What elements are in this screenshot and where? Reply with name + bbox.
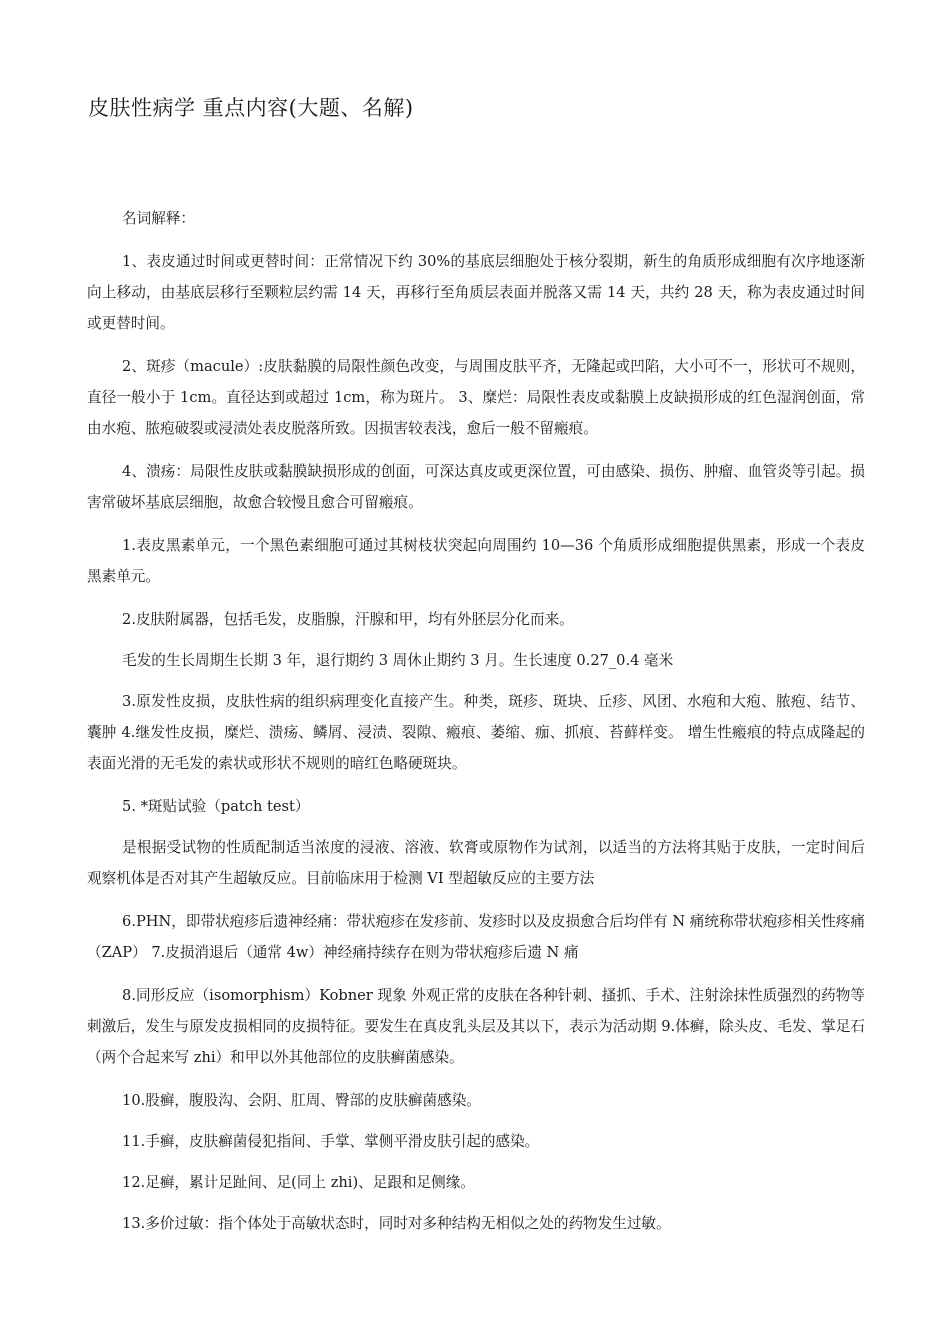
paragraph-patch-test: 是根据受试物的性质配制适当浓度的浸液、溶液、软膏或原物作为试剂，以适当的方法将其贴于皮肤，一定时间后观察机体是否对其产生超敏反应。目前临床用于检测 VI 型超敏反应的主要方法 bbox=[87, 839, 865, 887]
paragraph-isomorphism: 8.同形反应（isomorphism）Kobner 现象 外观正常的皮肤在各种针刺、搔抓、手术、注射涂抹性质强烈的药物等刺激后，发生与原发皮损相同的皮损特征。要发生在真皮乳头层及其以下，表示为活动期 9.体癣，除头皮、毛发、掌足石（两个合起来写 zhi）和甲以外其他部位的皮肤癣菌感染。 bbox=[87, 987, 865, 1066]
document-title: 皮肤性病学 重点内容(大题、名解) bbox=[88, 96, 414, 120]
paragraph-melanin-unit: 1.表皮黑素单元，一个黑色素细胞可通过其树枝状突起向周围约 10—36 个角质形成细胞提供黑素，形成一个表皮黑素单元。 bbox=[87, 537, 865, 585]
document-body bbox=[87, 203, 865, 1249]
paragraph-tinea-cruris: 10.股癣，腹股沟、会阴、肛周、臀部的皮肤癣菌感染。 bbox=[122, 1092, 481, 1109]
paragraph-patch-test-heading: 5. *斑贴试验（patch test） bbox=[122, 798, 310, 815]
paragraph-tinea-manuum: 11.手癣，皮肤癣菌侵犯指间、手掌、掌侧平滑皮肤引起的感染。 bbox=[122, 1133, 540, 1150]
paragraph-phn: 6.PHN，即带状疱疹后遗神经痛：带状疱疹在发疹前、发疹时以及皮损愈合后均伴有 N 痛统称带状疱疹相关性疼痛（ZAP） 7.皮损消退后（通常 4w）神经痛持续存在则为带状疱疹后遗 N 痛 bbox=[87, 913, 865, 961]
paragraph-terms-heading: 名词解释： bbox=[122, 210, 196, 227]
paragraph-ulcer: 4、溃疡：局限性皮肤或黏膜缺损形成的创面，可深达真皮或更深位置，可由感染、损伤、肿瘤、血管炎等引起。损害常破坏基底层细胞，故愈合较慢且愈合可留瘢痕。 bbox=[87, 463, 865, 511]
paragraph-tinea-pedis: 12.足癣，累计足趾间、足(同上 zhi)、足跟和足侧缘。 bbox=[122, 1174, 475, 1191]
paragraph-macule-erosion: 2、斑疹（macule）:皮肤黏膜的局限性颜色改变，与周围皮肤平齐，无隆起或凹陷，大小可不一，形状可不规则，直径一般小于 1cm。直径达到或超过 1cm，称为斑片。 3、糜烂：局限性表皮或黏膜上皮缺损形成的红色湿润创面，常由水疱、脓疱破裂或浸渍处表皮脱落所致。因损害较表浅，愈后一般不留瘢痕。 bbox=[87, 358, 865, 437]
paragraph-hair-cycle: 毛发的生长周期生长期 3 年，退行期约 3 周休止期约 3 月。生长速度 0.27_0.4 毫米 bbox=[122, 652, 674, 669]
paragraph-primary-lesions: 3.原发性皮损，皮肤性病的组织病理变化直接产生。种类，斑疹、斑块、丘疹、风团、水疱和大疱、脓疱、结节、囊肿 4.继发性皮损，糜烂、溃疡、鳞屑、浸渍、裂隙、瘢痕、萎缩、痂、抓痕、苔藓样变。 增生性瘢痕的特点成隆起的表面光滑的无毛发的索状或形状不规则的暗红色略硬斑块。 bbox=[87, 693, 865, 772]
paragraph-epidermal-turnover: 1、表皮通过时间或更替时间：正常情况下约 30%的基底层细胞处于核分裂期，新生的角质形成细胞有次序地逐渐向上移动，由基底层移行至颗粒层约需 14 天，再移行至角质层表面并脱落又需 14 天，共约 28 天，称为表皮通过时间或更替时间。 bbox=[87, 253, 865, 332]
paragraph-multivalent-allergy: 13.多价过敏：指个体处于高敏状态时，同时对多种结构无相似之处的药物发生过敏。 bbox=[122, 1215, 671, 1232]
paragraph-skin-appendages: 2.皮肤附属器，包括毛发，皮脂腺，汗腺和甲，均有外胚层分化而来。 bbox=[122, 611, 574, 628]
